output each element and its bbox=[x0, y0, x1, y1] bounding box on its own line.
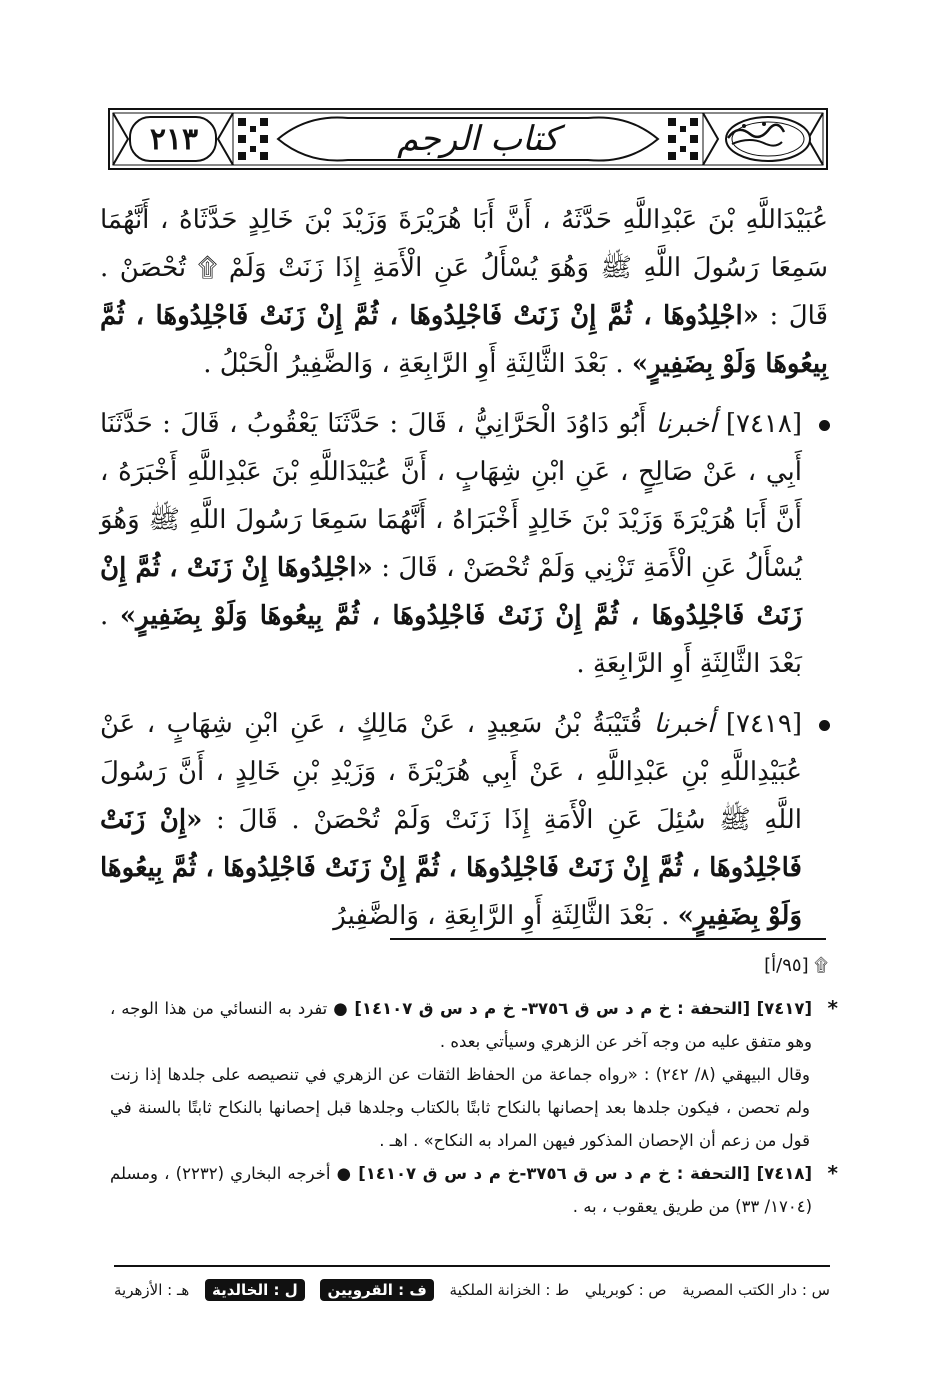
footnote-bayhaqi bbox=[110, 1058, 838, 1157]
text-segment: . بَعْدَ الثَّالِثَةِ أَوِ الرَّابِعَةِ . bbox=[100, 601, 802, 679]
series-logo bbox=[720, 116, 816, 162]
legend-item-highlighted: ف : القرويين bbox=[320, 1279, 433, 1301]
footnote-7418 bbox=[110, 1157, 838, 1223]
footnote-separator bbox=[390, 938, 826, 940]
tuhfa-reference: [٧٤١٨] [التحفة : خ م د س ق ٣٧٥٦-خ م د س ق ١٤١٠٧] bbox=[358, 1164, 813, 1183]
footer-rule bbox=[114, 1265, 830, 1267]
asterisk-icon: * bbox=[827, 1161, 838, 1185]
footnote-7417 bbox=[110, 992, 838, 1058]
hadith-7419 bbox=[100, 700, 828, 940]
series-logo-mark bbox=[720, 116, 790, 150]
text-segment: عُبَيْدَاللَّهِ بْنَ عَبْدِاللَّهِ حَدَّثَهُ ، أَنَّ أَبَا هُرَيْرَةَ وَزَيْدَ بْنَ خَالِدٍ حَدَّثَاهُ ، أَنَّهُمَا سَمِعَا رَسُولَ اللَّهِ ﷺ وَهُوَ يُسْأَلُ عَنِ الْأَمَةِ إِذَا زَنَتْ وَلَمْ ۩ تُحْصَنْ . قَالَ : bbox=[100, 205, 828, 331]
hadith-number: [٧٤١٩] bbox=[714, 709, 802, 739]
akhbarana-word: أخبرنا bbox=[655, 409, 717, 439]
prophetic-saying: «اجْلِدُوهَا إِنْ زَنَتْ ، ثُمَّ إِنْ زَنَتْ فَاجْلِدُوهَا ، ثُمَّ إِنْ زَنَتْ فَاجْلِدُوهَا ، ثُمَّ بِيعُوهَا وَلَوْ بِضَفِيرٍ» bbox=[100, 553, 802, 631]
folio-marker: ۩ [٩٥/أ] bbox=[764, 955, 828, 976]
footnotes bbox=[110, 992, 838, 1223]
isnad-text: أَبُو دَاوُدَ الْحَرَّانِيُّ ، قَالَ : حَدَّثَنَا يَعْقُوبُ ، قَالَ : حَدَّثَنَا أَبِي ، عَنْ صَالِحٍ ، عَنِ ابْنِ شِهَابٍ ، أَنَّ عُبَيْدَاللَّهِ بْنَ عَبْدِاللَّهِ أَخْبَرَهُ ، أَنَّ أَبَا هُرَيْرَةَ وَزَيْدَ بْنَ خَالِدٍ أَخْبَرَاهُ ، أَنَّهُمَا سَمِعَا رَسُولَ اللَّهِ ﷺ وَهُوَ يُسْأَلُ عَنِ الْأَمَةِ تَزْنِي وَلَمْ تُحْصَنْ ، قَالَ : bbox=[100, 409, 803, 583]
isnad-text: قُتَيْبَةُ بْنُ سَعِيدٍ ، عَنْ مَالِكٍ ، عَنِ ابْنِ شِهَابٍ ، عَنْ عُبَيْدِاللَّهِ بْنِ عَبْدِاللَّهِ ، عَنْ أَبِي هُرَيْرَةَ ، وَزَيْدِ بْنِ خَالِدٍ ، أَنَّ رَسُولَ اللَّهِ ﷺ سُئِلَ عَنِ الْأَمَةِ إِذَا زَنَتْ وَلَمْ تُحْصَنْ . قَالَ : bbox=[100, 709, 802, 835]
text-segment: . بَعْدَ الثَّالِثَةِ أَوِ الرَّابِعَةِ ، وَالضَّفِيرُ bbox=[333, 901, 678, 931]
legend-item: ط : الخزانة الملكية bbox=[449, 1281, 570, 1299]
bullet-icon bbox=[819, 720, 830, 731]
page-header bbox=[108, 108, 828, 170]
asterisk-icon: * bbox=[827, 996, 838, 1020]
hadith-number: [٧٤١٨] bbox=[716, 409, 802, 439]
legend-item: ص : كوبريلي bbox=[584, 1281, 667, 1299]
main-text bbox=[100, 196, 828, 952]
footnote-text: وقال البيهقي (٨/ ٢٤٢) : «رواه جماعة من الحفاظ الثقات عن الزهري في تنصيصه على جلدها إذا زنت ولم تحصن ، فيكون جلدها بعد إحصانها بالنكاح ثابتًا بالكتاب وجلدها قبل إحصانها بالنكاح ثابتًا بالسنة في قول من زعم أن الإحصان المذكور فيهن المراد به النكاح» . اهـ . bbox=[110, 1065, 811, 1150]
paragraph-continuation bbox=[100, 196, 828, 388]
legend-item: هـ : الأزهرية bbox=[114, 1281, 190, 1299]
akhbarana-word: أخبرنا bbox=[653, 709, 715, 739]
legend-item: س : دار الكتب المصرية bbox=[682, 1281, 830, 1299]
prophetic-saying: «إِنْ زَنَتْ فَاجْلِدُوهَا ، ثُمَّ إِنْ زَنَتْ فَاجْلِدُوهَا ، ثُمَّ إِنْ زَنَتْ فَاجْلِدُوهَا ، ثُمَّ بِيعُوهَا وَلَوْ بِضَفِيرٍ» bbox=[100, 805, 802, 931]
tuhfa-reference: [٧٤١٧] [التحفة : خ م د س ق ٣٧٥٦- خ م د س ق ١٤١٠٧] bbox=[354, 999, 812, 1018]
footnote-text: ● أخرجه البخاري (٢٢٣٢) ، ومسلم (١٧٠٤/ ٣٣) من طريق يعقوب ، به . bbox=[110, 1164, 812, 1216]
hadith-7418 bbox=[100, 400, 828, 688]
page-number: ٢١٣ bbox=[149, 121, 199, 157]
footnote-text: ● تفرد به النسائي من هذا الوجه ، وهو متفق عليه من وجه آخر عن الزهري وسيأتي بعده . bbox=[110, 999, 812, 1051]
manuscript-legend bbox=[114, 1274, 830, 1306]
legend-item-highlighted: ل : الخالدية bbox=[205, 1279, 305, 1301]
prophetic-saying: «اجْلِدُوهَا ، ثُمَّ إِنْ زَنَتْ فَاجْلِدُوهَا ، ثُمَّ إِنْ زَنَتْ فَاجْلِدُوهَا ، ثُمَّ بِيعُوهَا وَلَوْ بِضَفِيرٍ» bbox=[100, 301, 828, 379]
bullet-icon bbox=[819, 420, 830, 431]
book-title: كتاب الرجم bbox=[397, 119, 559, 159]
text-segment: . بَعْدَ الثَّالِثَةِ أَوِ الرَّابِعَةِ ، وَالضَّفِيرُ الْحَبْلُ . bbox=[203, 349, 632, 379]
